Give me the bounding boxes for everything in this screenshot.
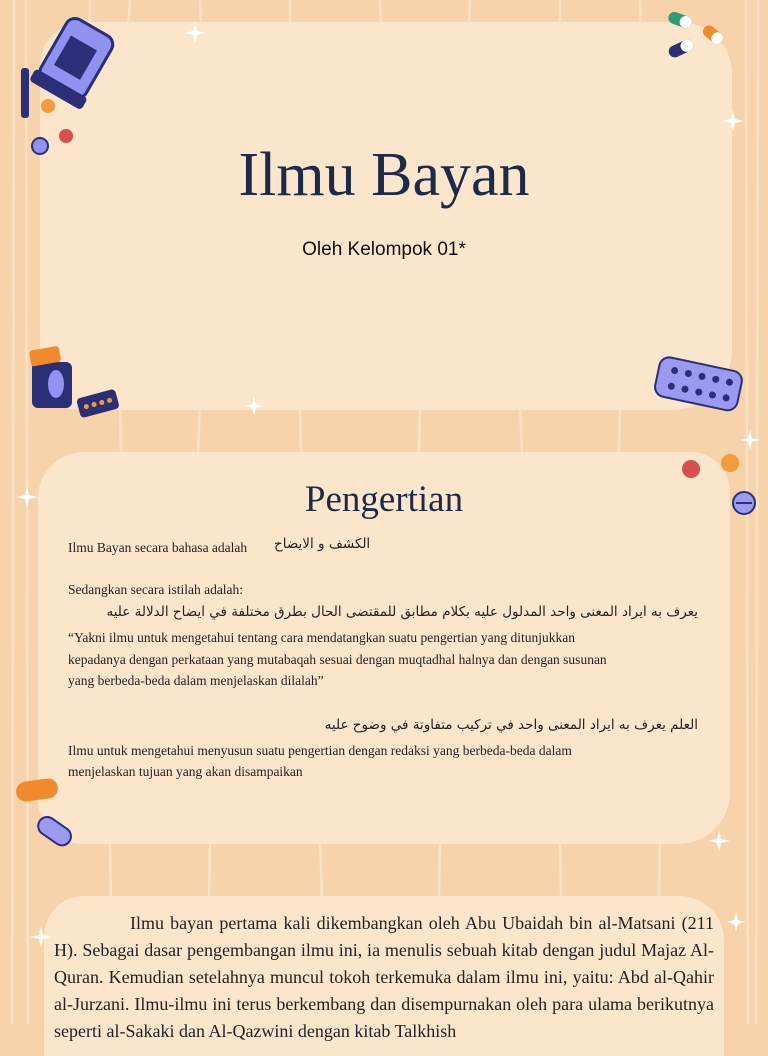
bahasa-label: Ilmu Bayan secara bahasa adalah — [68, 540, 248, 555]
pill-capsule-icon — [664, 8, 728, 60]
page-title: Ilmu Bayan — [238, 141, 530, 209]
tablet-icon — [676, 448, 760, 520]
sparkle-icon — [30, 926, 52, 948]
definition-1-line-3: yang berbeda-beda dalam menjelaskan dilalah” — [68, 673, 324, 688]
bahasa-arabic: الكشف و الايضاح — [274, 536, 371, 552]
pill-tablet-icon — [28, 96, 80, 156]
definition-2-arabic: العلم يعرف به ايراد المعنى واحد في تركيب متفاوتة في وضوح عليه — [324, 717, 698, 733]
definition-2-line-2: menjelaskan tujuan yang akan disampaikan — [68, 764, 303, 779]
definition-2-line-1: Ilmu untuk mengetahui menyusun suatu pengertian dengan redaksi yang berbeda-beda dalam — [68, 743, 572, 758]
section-title: Pengertian — [304, 479, 464, 520]
sparkle-icon — [726, 912, 746, 932]
istilah-label: Sedangkan secara istilah adalah: — [68, 582, 244, 597]
capsule-icon — [14, 774, 76, 854]
sparkle-icon — [708, 830, 730, 852]
sparkle-icon — [184, 22, 206, 44]
sparkle-icon — [16, 486, 38, 508]
history-text: Ilmu bayan pertama kali dikembangkan oleh Abu Ubaidah bin al-Matsani (211 H). Sebagai dasar pengembangan ilmu ini, ia menulis sebuah kitab dengan judul Majaz Al-Quran. Kemudian setelahnya muncul tokoh terkemuka dalam ilmu ini, yaitu: Abd al-Qahir al-Jurzani. Ilmu-ilmu ini terus berkembang dan disempurnakan oleh para ulama berikutnya seperti al-Sakaki dan Al-Qazwini dengan kitab Talkhish — [54, 913, 714, 1041]
pill-bottle-icon — [26, 344, 124, 424]
title-card — [40, 22, 732, 410]
definition-1-line-2: kepadanya dengan perkataan yang mutabaqah sesuai dengan muqtadhal halnya dan dengan susunan — [68, 652, 607, 667]
definition-1-line-1: “Yakni ilmu untuk mengetahui tentang cara mendatangkan suatu pengertian yang ditunjukkan — [68, 630, 575, 645]
sparkle-icon — [722, 110, 744, 132]
page-subtitle: Oleh Kelompok 01* — [302, 239, 466, 260]
sparkle-icon — [740, 430, 760, 450]
blister-pack-icon — [652, 356, 746, 416]
history-paragraph — [54, 910, 714, 1045]
sparkle-icon — [244, 396, 264, 416]
definition-1-arabic: يعرف به ايراد المعنى واحد المدلول عليه بكلام مطابق للمقتضى الحال بطرق مختلفة في ايضاح الدلالة عليه — [106, 604, 698, 620]
